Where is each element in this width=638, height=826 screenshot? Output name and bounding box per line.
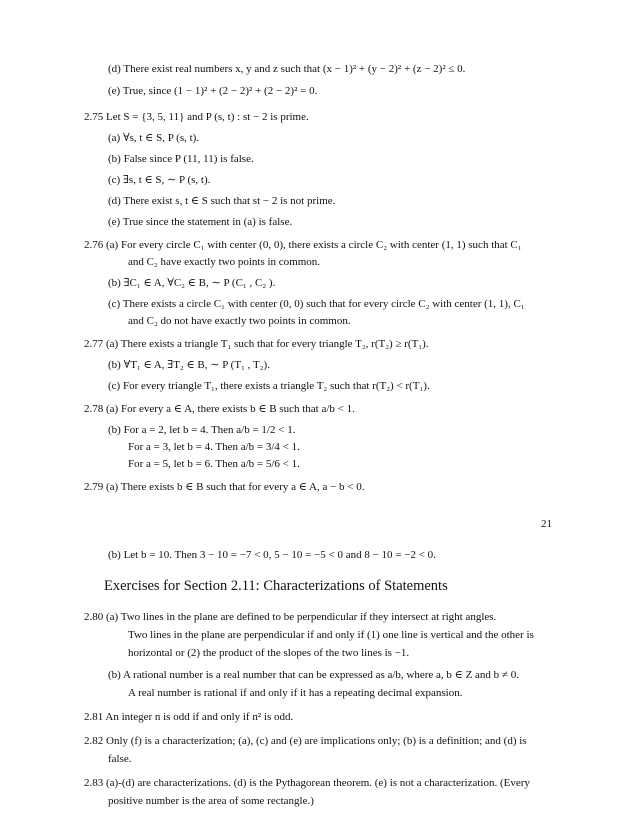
answer-2-78-b-line3: For a = 5, let b = 6. Then a/b = 5/6 < 1.	[128, 458, 300, 470]
answer-2-79-a: 2.79 (a) There exists b ∈ B such that for every a ∈ A, a − b < 0.	[84, 481, 365, 493]
page-number: 21	[541, 518, 552, 530]
answer-2-81: 2.81 An integer n is odd if and only if n² is odd.	[84, 711, 294, 723]
answer-2-80-a-cont2: horizontal or (2) the product of the slopes of the two lines is −1.	[128, 647, 410, 659]
answer-2-75: 2.75 Let S = {3, 5, 11} and P (s, t) : st − 2 is prime.	[84, 111, 309, 123]
answer-2-77-c: (c) For every triangle T₁, there exists a triangle T₂ such that r(T₂) < r(T₁).	[108, 380, 430, 392]
answer-2-75-d: (d) There exist s, t ∈ S such that st − 2 is not prime.	[108, 195, 336, 207]
answer-2-75-a: (a) ∀s, t ∈ S, P (s, t).	[108, 132, 200, 144]
answer-2-76-c-cont: and C₂ do not have exactly two points in common.	[128, 315, 351, 327]
answer-2-78-a: 2.78 (a) For every a ∈ A, there exists b ∈ B such that a/b < 1.	[84, 403, 355, 415]
answer-2-80-b-cont: A real number is rational if and only if it has a repeating decimal expansion.	[128, 687, 463, 699]
answer-2-74-e: (e) True, since (1 − 1)² + (2 − 2)² + (2 − 2)² = 0.	[108, 85, 318, 97]
answer-2-75-b: (b) False since P (11, 11) is false.	[108, 153, 254, 165]
answer-2-76-b: (b) ∃C₁ ∈ A, ∀C₂ ∈ B, ∼ P (C₁ , C₂ ).	[108, 277, 276, 289]
answer-2-82: 2.82 Only (f) is a characterization; (a), (c) and (e) are implications only; (b) is a definition; and (d) is	[84, 735, 527, 747]
answer-2-82-cont: false.	[108, 753, 132, 765]
answer-2-80-a: 2.80 (a) Two lines in the plane are defined to be perpendicular if they intersect at right angles.	[84, 611, 497, 623]
answer-2-77-a: 2.77 (a) There exists a triangle T₁ such that for every triangle T₂, r(T₂) ≥ r(T₁).	[84, 338, 429, 350]
answer-2-76-a: 2.76 (a) For every circle C₁ with center (0, 0), there exists a circle C₂ with center (1, 1) such that C₁	[84, 239, 522, 251]
answer-2-78-b: (b) For a = 2, let b = 4. Then a/b = 1/2 < 1.	[108, 424, 296, 436]
answer-2-83: 2.83 (a)-(d) are characterizations. (d) is the Pythagorean theorem. (e) is not a characterization. (Every	[84, 777, 530, 789]
answer-2-76-c: (c) There exists a circle C₁ with center (0, 0) such that for every circle C₂ with center (1, 1), C₁	[108, 298, 525, 310]
section-heading: Exercises for Section 2.11: Characterizations of Statements	[104, 578, 448, 594]
answer-2-78-b-line2: For a = 3, let b = 4. Then a/b = 3/4 < 1.	[128, 441, 300, 453]
answer-2-83-cont: positive number is the area of some rectangle.)	[108, 795, 314, 807]
answer-2-75-e: (e) True since the statement in (a) is false.	[108, 216, 293, 228]
answer-2-76-a-cont: and C₂ have exactly two points in common.	[128, 256, 321, 268]
answer-2-77-b: (b) ∀T₁ ∈ A, ∃T₂ ∈ B, ∼ P (T₁ , T₂).	[108, 359, 270, 371]
answer-2-75-c: (c) ∃s, t ∈ S, ∼ P (s, t).	[108, 174, 211, 186]
answer-2-79-b: (b) Let b = 10. Then 3 − 10 = −7 < 0, 5 − 10 = −5 < 0 and 8 − 10 = −2 < 0.	[108, 549, 436, 561]
answer-2-74-d: (d) There exist real numbers x, y and z such that (x − 1)² + (y − 2)² + (z − 2)² ≤ 0.	[108, 63, 466, 75]
answer-2-80-a-cont1: Two lines in the plane are perpendicular if and only if (1) one line is vertical and the other is	[128, 629, 534, 641]
answer-2-80-b: (b) A rational number is a real number that can be expressed as a/b, where a, b ∈ Z and b ≠ 0.	[108, 669, 519, 681]
